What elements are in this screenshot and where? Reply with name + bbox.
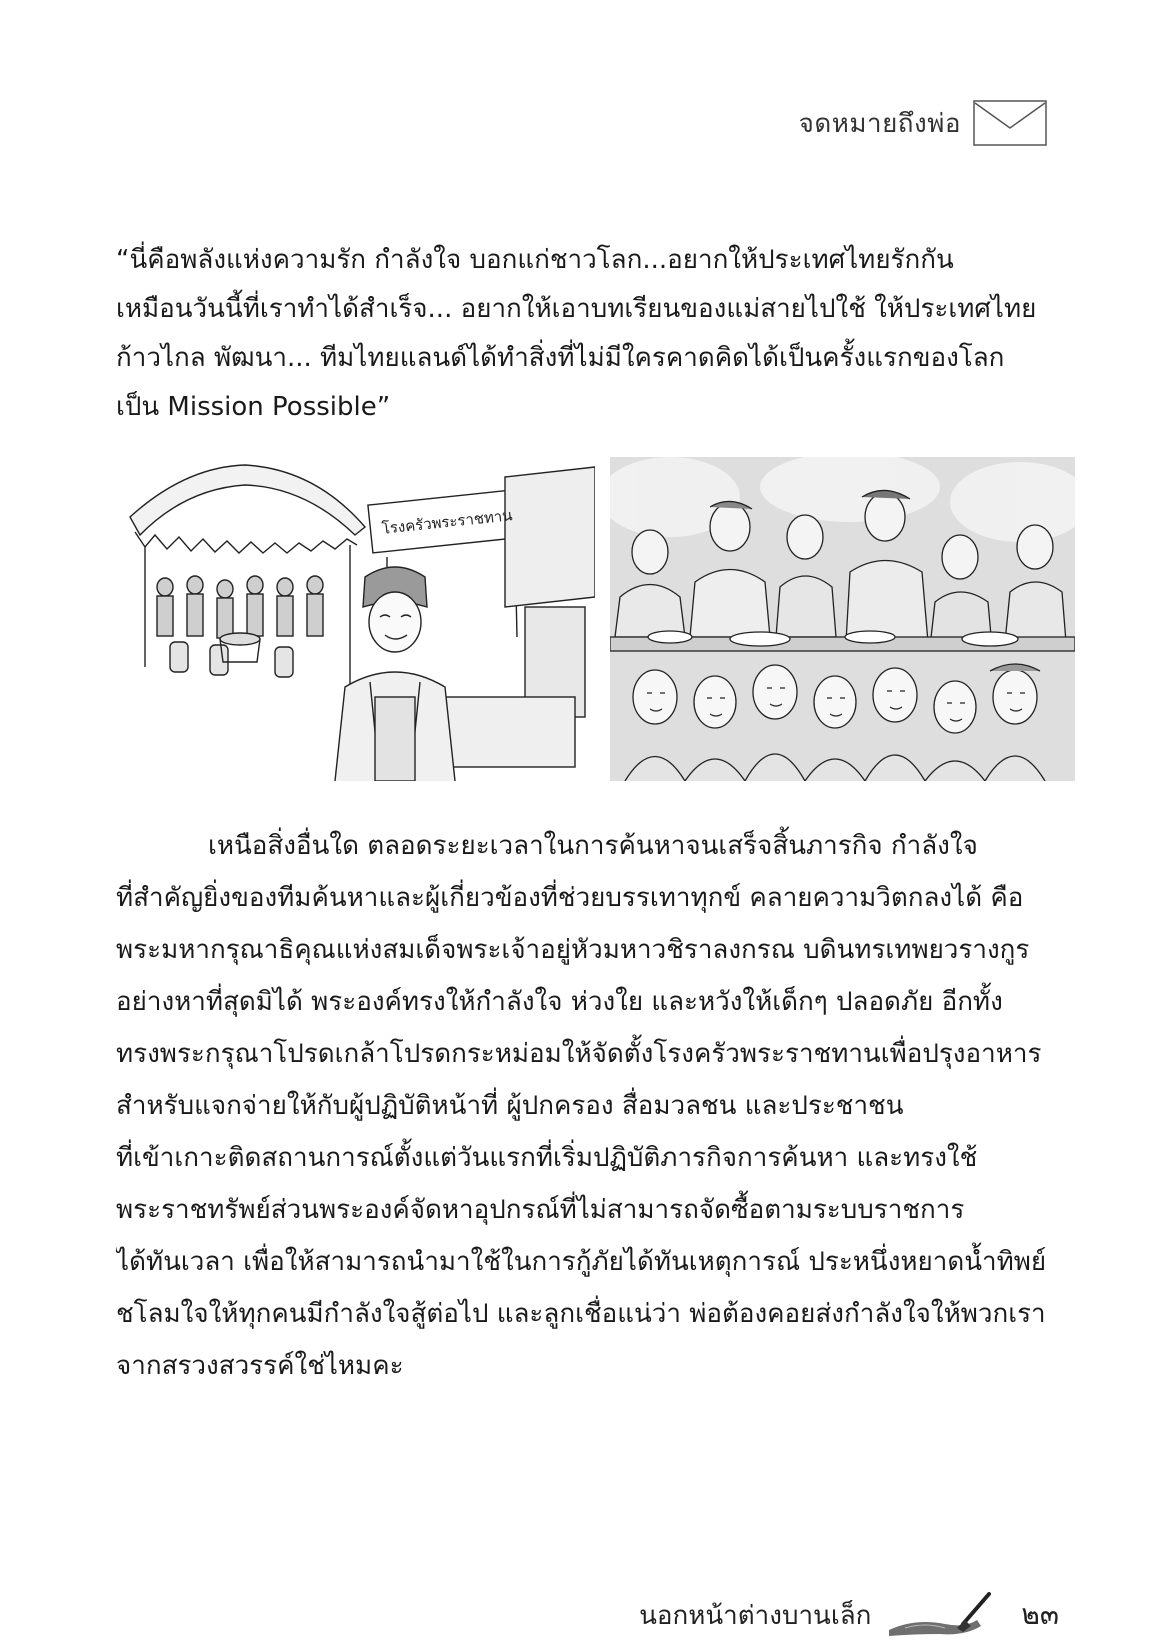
body-line: อย่างหาที่สุดมิได้ พระองค์ทรงให้กำลังใจ ห่วงใย และหวังให้เด็กๆ ปลอดภัย อีกทั้ง [116,987,1003,1017]
quote-line: ก้าวไกล พัฒนา... ทีมไทยแลนด์ได้ทำสิ่งที่ไม่มีใครคาดคิดได้เป็นครั้งแรกของโลก [116,343,1005,373]
page-number: ๒๓ [1021,1598,1059,1631]
body-line: จากสรวงสวรรค์ใช่ไหมคะ [116,1351,404,1381]
page-footer [639,1590,1059,1640]
body-line: ที่สำคัญยิ่งของทีมค้นหาและผู้เกี่ยวข้องที่ช่วยบรรเทาทุกข์ คลายความวิตกลงได้ คือ [116,883,1024,913]
illustration-royal-kitchen [125,457,595,781]
body-line: ชโลมใจให้ทุกคนมีกำลังใจสู้ต่อไป และลูกเชื่อแน่ว่า พ่อต้องคอยส่งกำลังใจให้พวกเรา [116,1299,1046,1329]
rescue-team-sketch [610,457,1075,781]
body-line: ทรงพระกรุณาโปรดเกล้าโปรดกระหม่อมให้จัดตั้งโรงครัวพระราชทานเพื่อปรุงอาหาร [116,1039,1042,1069]
quote-line: “นี่คือพลังแห่งความรัก กำลังใจ บอกแก่ชาวโลก...อยากให้ประเทศไทยรักกัน [116,245,954,275]
body-line: พระมหากรุณาธิคุณแห่งสมเด็จพระเจ้าอยู่หัวมหาวชิราลงกรณ บดินทรเทพยวรางกูร [116,935,1030,965]
paintbrush-icon [885,1590,993,1640]
body-line: ที่เข้าเกาะติดสถานการณ์ตั้งแต่วันแรกที่เริ่มปฏิบัติภารกิจการค้นหา และทรงใช้ [116,1143,978,1173]
body-line: พระราชทรัพย์ส่วนพระองค์จัดหาอุปกรณ์ที่ไม่สามารถจัดซื้อตามระบบราชการ [116,1195,965,1225]
book-title: นอกหน้าต่างบานเล็ก [639,1600,872,1631]
body-paragraph [116,820,1056,1392]
envelope-icon [973,100,1047,146]
kitchen-sign: โรงครัวพระราชทาน [380,506,514,538]
body-line: สำหรับแจกจ่ายให้กับผู้ปฏิบัติหน้าที่ ผู้ปกครอง สื่อมวลชน และประชาชน [116,1091,904,1121]
body-line: ได้ทันเวลา เพื่อให้สามารถนำมาใช้ในการกู้ภัยได้ทันเหตุการณ์ ประหนึ่งหยาดน้ำทิพย์ [116,1247,1047,1277]
illustration-rescue-team [610,457,1075,781]
page-header [799,98,1047,148]
quote-block [116,236,1046,432]
body-line: เหนือสิ่งอื่นใด ตลอดระยะเวลาในการค้นหาจนเสร็จสิ้นภารกิจ กำลังใจ [208,831,978,861]
chapter-title: จดหมายถึงพ่อ [798,108,961,139]
quote-line: เป็น Mission Possible” [116,392,391,422]
kitchen-sketch [125,457,595,781]
quote-line: เหมือนวันนี้ที่เราทำได้สำเร็จ... อยากให้เอาบทเรียนของแม่สายไปใช้ ให้ประเทศไทย [116,294,1037,324]
